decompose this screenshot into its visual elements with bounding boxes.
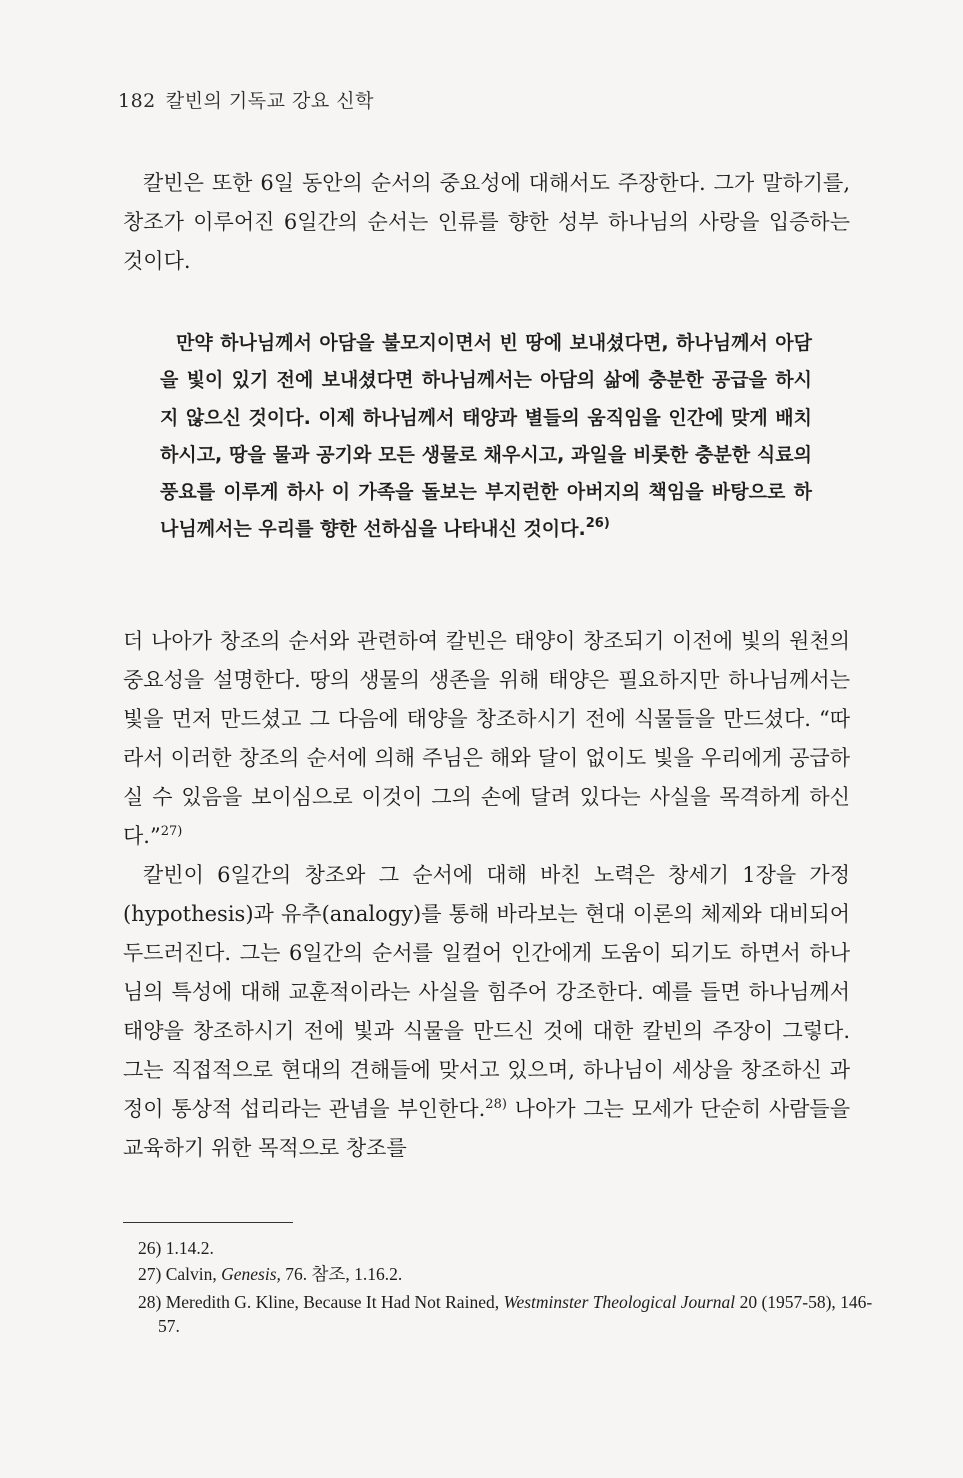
footnote-26: 26) 1.14.2. xyxy=(138,1238,214,1258)
block-quote xyxy=(160,325,812,549)
page-number: 182 xyxy=(118,90,156,112)
footnote-28-author: 28) Meredith G. Kline, Because It Had Not Rained, xyxy=(138,1292,504,1312)
paragraph-2-text: 더 나아가 창조의 순서와 관련하여 칼빈은 태양이 창조되기 이전에 빛의 원천의 중요성을 설명한다. 땅의 생물의 생존을 위해 태양은 필요하지만 하나님께서는 빛을 먼저 만드셨고 그 다음에 태양을 창조하시기 전에 식물들을 만드셨다. “따라서 이러한 창조의 순서에 의해 주님은 해와 달이 없이도 빛을 우리에게 공급하실 수 있음을 보이심으로 이것이 그의 손에 달려 있다는 사실을 목격하게 하신다.” xyxy=(123,629,850,848)
footnote-27-author: 27) Calvin, xyxy=(138,1264,222,1284)
footnote-divider xyxy=(123,1222,293,1223)
footnote-28-journal: Westminster Theological Journal xyxy=(503,1292,736,1312)
paragraph-3-text: 칼빈이 6일간의 창조와 그 순서에 대해 바친 노력은 창세기 1장을 가정(hypothesis)과 유추(analogy)를 통해 바라보는 현대 이론의 체제와 대비되어 두드러진다. 그는 6일간의 순서를 일컬어 인간에게 도움이 되기도 하면서 하나님의 특성에 대해 교훈적이라는 사실을 힘주어 강조한다. 예를 들면 하나님께서 태양을 창조하시기 전에 빛과 식물을 만드신 것에 대한 칼빈의 주장이 그렇다. 그는 직접적으로 현대의 견해들에 맞서고 있으며, 하나님이 세상을 창조하신 과정이 통상적 섭리라는 관념을 부인한다. xyxy=(123,863,850,1121)
paragraph-3 xyxy=(123,856,850,1168)
paragraph-2 xyxy=(123,622,850,856)
footnote-28-rest: 20 (1957-58), 146-57. xyxy=(158,1292,873,1336)
running-header xyxy=(118,86,374,113)
paragraph-3-tail: 나아가 그는 모세가 단순히 사람들을 교육하기 위한 목적으로 창조를 xyxy=(123,1097,851,1160)
running-title: 칼빈의 기독교 강요 신학 xyxy=(165,90,374,112)
footnote-ref-28: 28) xyxy=(485,1097,507,1112)
footnote-27-rest: 76. 참조, 1.16.2. xyxy=(280,1264,403,1284)
paragraph-1: 칼빈은 또한 6일 동안의 순서의 중요성에 대해서도 주장한다. 그가 말하기를, 창조가 이루어진 6일간의 순서는 인류를 향한 성부 하나님의 사랑을 입증하는 것이다. xyxy=(123,171,850,273)
footnote-ref-27: 27) xyxy=(160,824,183,839)
footnote-27 xyxy=(138,1262,854,1286)
block-quote-text: 만약 하나님께서 아담을 불모지이면서 빈 땅에 보내셨다면, 하나님께서 아담을 빛이 있기 전에 보내셨다면 하나님께서는 아담의 삶에 충분한 공급을 하시지 않으신 것이다. 이제 하나님께서 태양과 별들의 움직임을 인간에 맞게 배치하시고, 땅을 물과 공기와 모든 생물로 채우시고, 과일을 비롯한 충분한 식료의 풍요를 이루게 하사 이 가족을 돌보는 부지런한 아버지의 책임을 바탕으로 하나님께서는 우리를 향한 선하심을 나타내신 것이다. xyxy=(160,332,812,541)
footnote-ref-26: 26) xyxy=(585,516,610,532)
footnote-28 xyxy=(138,1290,874,1338)
footnote-27-title: Genesis, xyxy=(221,1264,281,1284)
